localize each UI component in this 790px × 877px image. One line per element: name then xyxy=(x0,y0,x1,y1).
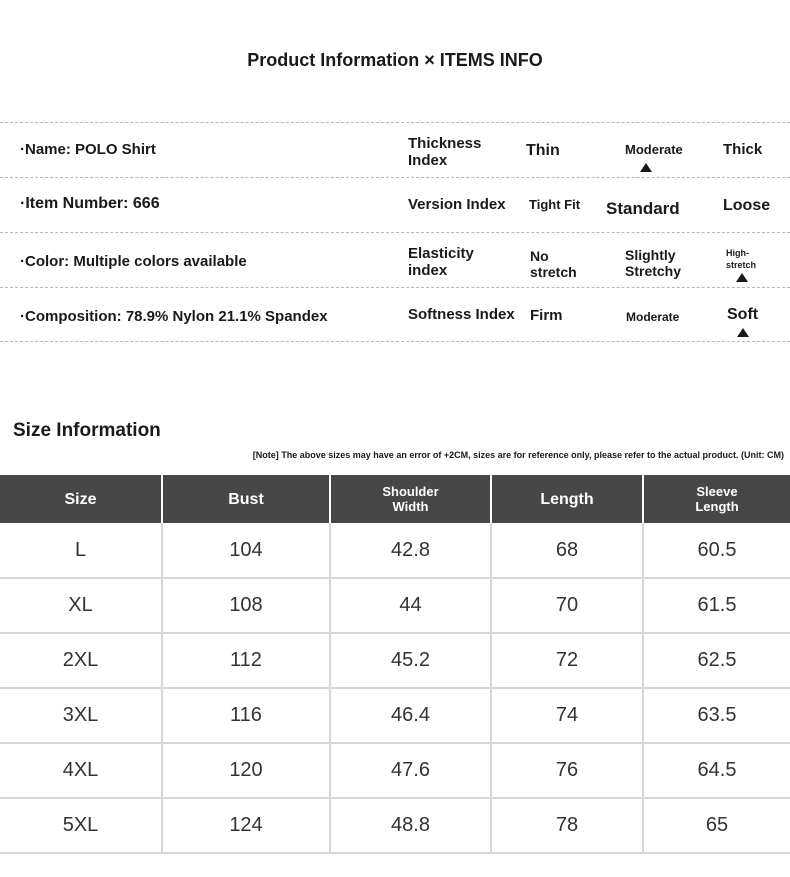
cell-bust: 112 xyxy=(162,633,330,688)
size-table xyxy=(0,475,790,854)
cell-sleeve-length: 61.5 xyxy=(643,578,790,633)
cell-length: 76 xyxy=(491,743,643,798)
header-shoulder-width: Shoulder Width xyxy=(330,475,491,523)
selected-marker-icon xyxy=(736,273,748,282)
cell-size: 3XL xyxy=(0,688,162,743)
cell-size: XL xyxy=(0,578,162,633)
cell-sleeve-length: 65 xyxy=(643,798,790,853)
header-sleeve-length: Sleeve Length xyxy=(643,475,790,523)
cell-bust: 108 xyxy=(162,578,330,633)
cell-shoulder-width: 44 xyxy=(330,578,491,633)
elasticity-option-high-stretch: High-stretch xyxy=(726,248,757,270)
table-row xyxy=(0,523,790,578)
softness-option-soft: Soft xyxy=(727,306,759,323)
cell-shoulder-width: 47.6 xyxy=(330,743,491,798)
header-bust: Bust xyxy=(162,475,330,523)
size-table-header xyxy=(0,475,790,523)
table-row xyxy=(0,633,790,688)
elasticity-option-slightly-stretchy: Slightly Stretchy xyxy=(625,247,682,279)
cell-length: 72 xyxy=(491,633,643,688)
cell-length: 78 xyxy=(491,798,643,853)
table-row xyxy=(0,798,790,853)
color-label: ·Color: Multiple colors available xyxy=(20,253,247,270)
cell-sleeve-length: 63.5 xyxy=(643,688,790,743)
version-option-tight-fit: Tight Fit xyxy=(529,197,581,212)
cell-bust: 116 xyxy=(162,688,330,743)
softness-option-moderate: Moderate xyxy=(626,310,680,324)
cell-size: 2XL xyxy=(0,633,162,688)
selected-marker-icon xyxy=(640,163,652,172)
version-option-standard: Standard xyxy=(606,199,680,218)
cell-shoulder-width: 42.8 xyxy=(330,523,491,578)
info-row-item-number xyxy=(0,177,790,232)
size-information-title: Size Information xyxy=(13,420,161,441)
cell-sleeve-length: 60.5 xyxy=(643,523,790,578)
cell-size: 5XL xyxy=(0,798,162,853)
cell-sleeve-length: 62.5 xyxy=(643,633,790,688)
selected-marker-icon xyxy=(737,328,749,337)
cell-length: 68 xyxy=(491,523,643,578)
info-row-name xyxy=(0,122,790,177)
thickness-option-thin: Thin xyxy=(526,142,560,159)
cell-shoulder-width: 48.8 xyxy=(330,798,491,853)
table-row xyxy=(0,578,790,633)
softness-index-label: Softness Index xyxy=(408,306,515,323)
header-length: Length xyxy=(491,475,643,523)
elasticity-option-no-stretch: No stretch xyxy=(530,248,577,280)
cell-bust: 104 xyxy=(162,523,330,578)
info-row-color xyxy=(0,232,790,287)
cell-size: L xyxy=(0,523,162,578)
info-row-composition xyxy=(0,287,790,342)
cell-bust: 124 xyxy=(162,798,330,853)
size-note: [Note] The above sizes may have an error of +2CM, sizes are for reference only, please refer to the actual product. (Unit: CM) xyxy=(252,450,784,460)
item-name-label: ·Name: POLO Shirt xyxy=(20,141,156,158)
thickness-option-thick: Thick xyxy=(723,141,763,158)
page-title: Product Information × ITEMS INFO xyxy=(247,50,543,70)
composition-label: ·Composition: 78.9% Nylon 21.1% Spandex xyxy=(20,308,328,325)
header-size: Size xyxy=(0,475,162,523)
thickness-option-moderate: Moderate xyxy=(625,142,683,157)
softness-option-firm: Firm xyxy=(530,307,563,324)
product-info-panel xyxy=(0,122,790,342)
cell-size: 4XL xyxy=(0,743,162,798)
table-row xyxy=(0,688,790,743)
table-row xyxy=(0,743,790,798)
version-option-loose: Loose xyxy=(723,197,771,214)
cell-sleeve-length: 64.5 xyxy=(643,743,790,798)
cell-length: 70 xyxy=(491,578,643,633)
elasticity-index-label: Elasticity index xyxy=(408,245,474,279)
cell-shoulder-width: 46.4 xyxy=(330,688,491,743)
thickness-index-label: Thickness Index xyxy=(408,135,482,169)
item-number-label: ·Item Number: 666 xyxy=(20,195,160,212)
cell-bust: 120 xyxy=(162,743,330,798)
cell-shoulder-width: 45.2 xyxy=(330,633,491,688)
cell-length: 74 xyxy=(491,688,643,743)
version-index-label: Version Index xyxy=(408,196,506,213)
